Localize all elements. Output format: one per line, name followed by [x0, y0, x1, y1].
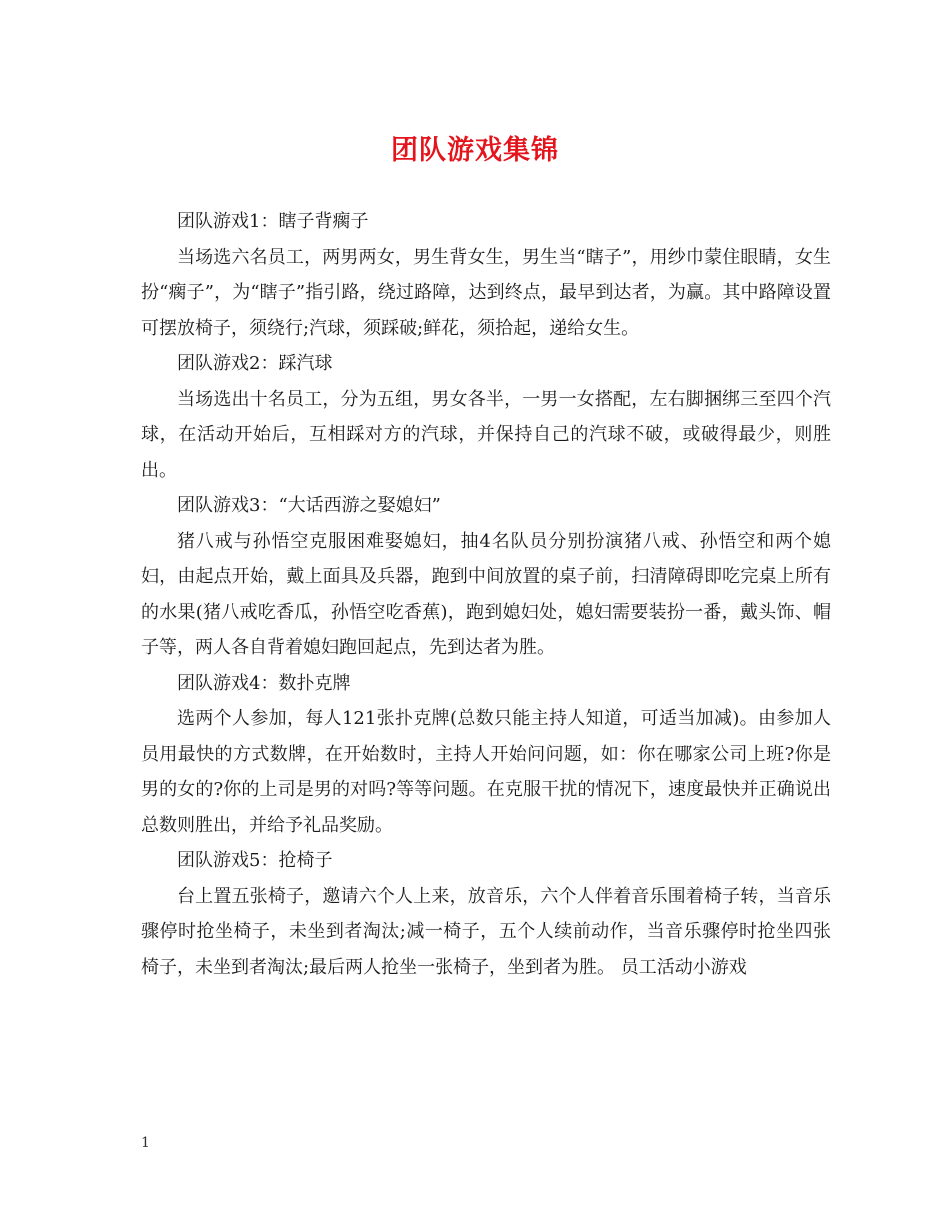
heading-game-3: 团队游戏3：“大话西游之娶媳妇” [177, 495, 441, 516]
heading-game-4: 团队游戏4：数扑克牌 [177, 672, 351, 694]
paragraph-game-3: 猪八戒与孙悟空克服困难娶媳妇，抽4名队员分别扮演猪八戒、孙悟空和两个媳妇，由起点开始，戴上面具及兵器，跑到中间放置的桌子前，扫清障碍即吃完桌上所有的水果(猪八戒吃香瓜，孙悟空吃香蕉)，跑到媳妇处，媳妇需要装扮一番，戴头饰、帽子等，两人各自背着媳妇跑回起点，先到达者为胜。 [141, 530, 831, 658]
paragraph-game-2: 当场选出十名员工，分为五组，男女各半，一男一女搭配，左右脚捆绑三至四个汽球，在活动开始后，互相踩对方的汽球，并保持自己的汽球不破，或破得最少，则胜出。 [141, 388, 831, 481]
document-body [141, 204, 831, 985]
paragraph-game-5: 台上置五张椅子，邀请六个人上来，放音乐，六个人伴着音乐围着椅子转，当音乐骤停时抢坐椅子，未坐到者淘汰;减一椅子，五个人续前动作，当音乐骤停时抢坐四张椅子，未坐到者淘汰;最后两人抢坐一张椅子，坐到者为胜。 员工活动小游戏 [141, 885, 831, 978]
paragraph-game-1: 当场选六名员工，两男两女，男生背女生，男生当“瞎子”，用纱巾蒙住眼睛，女生扮“瘸子”，为“瞎子”指引路，绕过路障，达到终点，最早到达者，为赢。其中路障设置可摆放椅子，须绕行;汽球，须踩破;鲜花，须拾起，递给女生。 [141, 246, 831, 339]
paragraph-game-4: 选两个人参加，每人121张扑克牌(总数只能主持人知道，可适当加减)。由参加人员用最快的方式数牌，在开始数时，主持人开始问问题，如：你在哪家公司上班?你是男的女的?你的上司是男的对吗?等等问题。在克服干扰的情况下，速度最快并正确说出总数则胜出，并给予礼品奖励。 [141, 708, 831, 836]
page-number: 1 [141, 1135, 150, 1151]
document-title: 团队游戏集锦 [391, 135, 559, 166]
heading-game-1: 团队游戏1：瞎子背瘸子 [177, 211, 369, 232]
heading-game-2: 团队游戏2：踩汽球 [177, 353, 333, 374]
heading-game-5: 团队游戏5：抢椅子 [177, 850, 333, 871]
